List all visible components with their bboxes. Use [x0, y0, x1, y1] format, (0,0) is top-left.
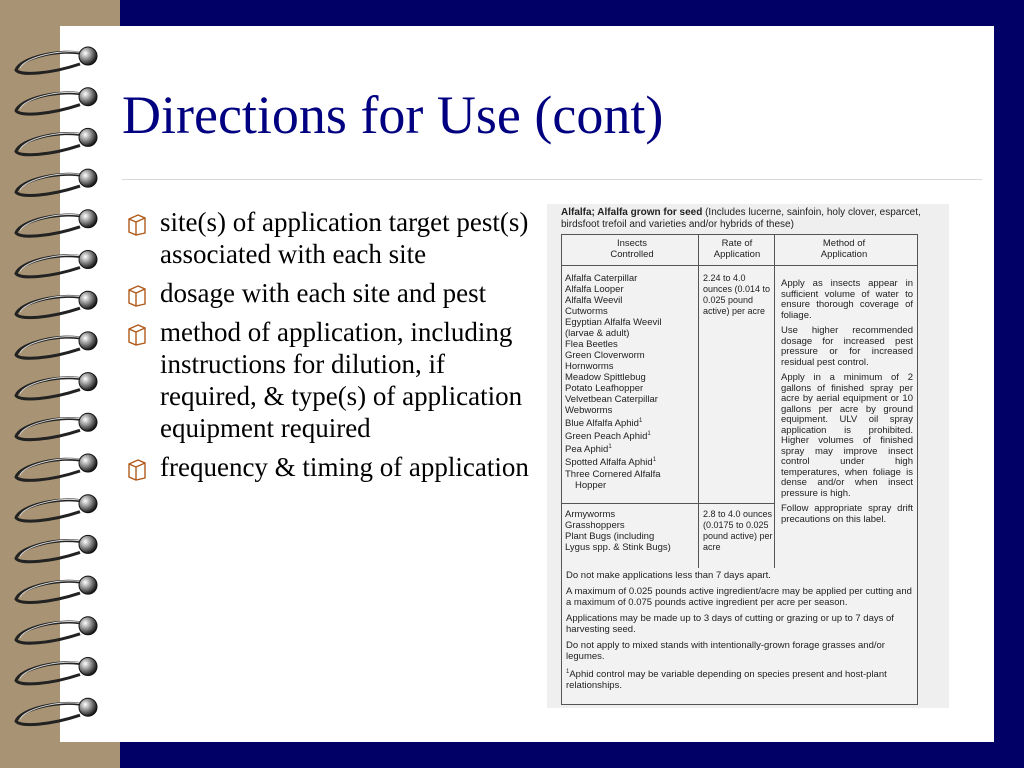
pesticide-label-image	[547, 204, 949, 708]
spiral-wire	[16, 215, 86, 236]
bullet-list	[122, 206, 532, 490]
insect-name: Grasshoppers	[565, 520, 625, 531]
spiral-ring	[79, 454, 97, 472]
bullet-text: site(s) of application target pest(s) associated with each site	[160, 207, 529, 269]
spiral-ring	[79, 128, 97, 146]
spiral-ring	[79, 576, 97, 594]
label-note: Applications may be made up to 3 days of cutting or grazing or up to 7 days of harvesting seed.	[566, 613, 894, 635]
insect-name: Alfalfa Looper	[565, 284, 624, 295]
label-footnote	[566, 667, 913, 691]
spiral-ring	[79, 373, 97, 391]
label-heading-detail: (Includes lucerne, sainfoin, holy clover, esparcet, birdsfoot trefoil and varieties and/or hybrids of these)	[561, 207, 921, 230]
insect-name: Plant Bugs (including	[565, 531, 655, 542]
spiral-wire	[16, 500, 86, 521]
label-note: Do not apply to mixed stands with intentionally-grown forage grasses and/or legumes.	[566, 640, 885, 662]
insect-list-group-2	[565, 509, 697, 553]
insect-name: Webworms	[565, 405, 613, 416]
insect-name-footnoted	[565, 429, 697, 442]
spiral-ring	[79, 210, 97, 228]
insect-name: Three Cornered Alfalfa	[565, 468, 661, 480]
spiral-ring	[79, 291, 97, 309]
spiral-ring	[79, 413, 97, 431]
table-group-rule	[562, 503, 774, 504]
insect-name: Lygus spp. & Stink Bugs)	[565, 542, 671, 553]
method-paragraph: Use higher recommended dosage for increased pest pressure or for increased residual pest control.	[781, 325, 913, 368]
insect-name: Green Peach Aphid	[565, 431, 648, 443]
footnote-mark: 1	[647, 431, 651, 438]
spiral-wire	[16, 663, 86, 684]
spiral-wire	[16, 93, 86, 114]
spiral-wire	[16, 581, 86, 602]
spiral-ring	[79, 658, 97, 676]
bullet-item	[122, 451, 532, 483]
book-icon	[126, 457, 148, 481]
title-divider	[122, 179, 982, 180]
spiral-wire	[16, 703, 86, 724]
spiral-wire	[16, 134, 86, 155]
insect-name: Hopper	[575, 479, 607, 491]
spiral-wire	[16, 174, 86, 195]
rate-group-2: 2.8 to 4.0 ounces (0.0175 to 0.025 pound active) per acre	[703, 509, 773, 552]
spiral-binding	[0, 0, 110, 768]
table-header-rule	[562, 265, 917, 266]
rate-group-1: 2.24 to 4.0 ounces (0.014 to 0.025 pound active) per acre	[703, 273, 771, 316]
book-icon	[126, 283, 148, 307]
column-header-method: Method of Application	[820, 238, 868, 260]
slide-title: Directions for Use (cont)	[122, 85, 664, 145]
spiral-wire	[16, 419, 86, 440]
insect-name: (larvae & adult)	[565, 328, 630, 339]
footnote-text: Aphid control may be variable depending on species present and host-plant relationships.	[566, 669, 887, 692]
spiral-ring	[79, 47, 97, 65]
label-table	[561, 234, 918, 570]
insect-name: Egyptian Alfalfa Weevil	[565, 317, 662, 328]
spiral-ring	[79, 535, 97, 553]
insect-list-group-1	[565, 273, 697, 491]
spiral-wire	[16, 622, 86, 643]
insect-name-footnoted	[565, 455, 697, 468]
method-of-application	[781, 279, 913, 530]
insect-name: Armyworms	[565, 509, 616, 520]
insect-name-footnoted	[565, 416, 697, 429]
bullet-text: frequency & timing of application	[160, 452, 529, 482]
method-paragraph: Follow appropriate spray drift precautions on this label.	[781, 503, 913, 525]
footnote-mark: 1	[608, 444, 612, 451]
table-column-rule	[774, 235, 775, 569]
spiral-wire	[16, 541, 86, 562]
spiral-wire	[16, 378, 86, 399]
method-paragraph: Apply in a minimum of 2 gallons of finished spray per acre by aerial equipment or 10 gallons per acre by ground equipment. ULV oil spray application is prohibited. Higher volumes of finished spray may improve insect control under high temperatures, when foliage is dense and/or when insect pressure is high.	[781, 372, 913, 499]
insect-name: Velvetbean Caterpillar	[565, 394, 658, 405]
column-header-rate: Rate of Application	[713, 238, 761, 260]
spiral-ring	[79, 169, 97, 187]
bullet-item	[122, 316, 532, 444]
table-column-rule	[698, 235, 699, 569]
label-heading-crop: Alfalfa; Alfalfa grown for seed	[561, 207, 703, 218]
insect-name: Alfalfa Weevil	[565, 295, 623, 306]
insect-name: Cutworms	[565, 306, 608, 317]
insect-name: Hornworms	[565, 361, 614, 372]
spiral-wire	[16, 459, 86, 480]
insect-name: Blue Alfalfa Aphid	[565, 418, 639, 430]
column-header-insects: Insects Controlled	[610, 238, 654, 260]
spiral-ring	[79, 617, 97, 635]
label-heading	[561, 207, 941, 231]
footnote-mark: 1	[566, 669, 570, 675]
footnote-mark: 1	[638, 418, 643, 424]
spiral-ring	[79, 495, 97, 513]
spiral-ring	[79, 332, 97, 350]
spiral-wire	[16, 52, 86, 73]
spiral-ring	[79, 88, 97, 106]
insect-name: Pea Aphid	[565, 444, 609, 456]
spiral-wire	[16, 296, 86, 317]
insect-name: Potato Leafhopper	[565, 383, 644, 394]
book-icon	[126, 212, 148, 236]
label-notes	[561, 568, 918, 705]
insect-name: Meadow Spittlebug	[565, 372, 646, 383]
label-note: Do not make applications less than 7 days apart.	[566, 570, 771, 581]
bullet-item	[122, 206, 532, 270]
spiral-ring	[79, 251, 97, 269]
insect-name: Spotted Alfalfa Aphid	[565, 457, 653, 469]
insect-name-footnoted	[565, 442, 697, 455]
bullet-item	[122, 277, 532, 309]
spiral-ring	[79, 698, 97, 716]
book-icon	[126, 322, 148, 346]
spiral-wire	[16, 337, 86, 358]
insect-name: Green Cloverworm	[565, 350, 645, 361]
bullet-text: method of application, including instructions for dilution, if required, & type(s) of application equipment required	[160, 317, 523, 443]
footnote-mark: 1	[652, 457, 657, 464]
insect-name: Alfalfa Caterpillar	[565, 273, 638, 284]
insect-name: Flea Beetles	[565, 339, 618, 350]
bullet-text: dosage with each site and pest	[160, 278, 487, 308]
method-paragraph: Apply as insects appear in sufficient volume of water to ensure thorough coverage of foliage.	[781, 278, 913, 321]
spiral-wire	[16, 256, 86, 277]
label-note: A maximum of 0.025 pounds active ingredient/acre may be applied per cutting and a maximum of 0.075 pounds active ingredient per acre per season.	[566, 586, 912, 608]
